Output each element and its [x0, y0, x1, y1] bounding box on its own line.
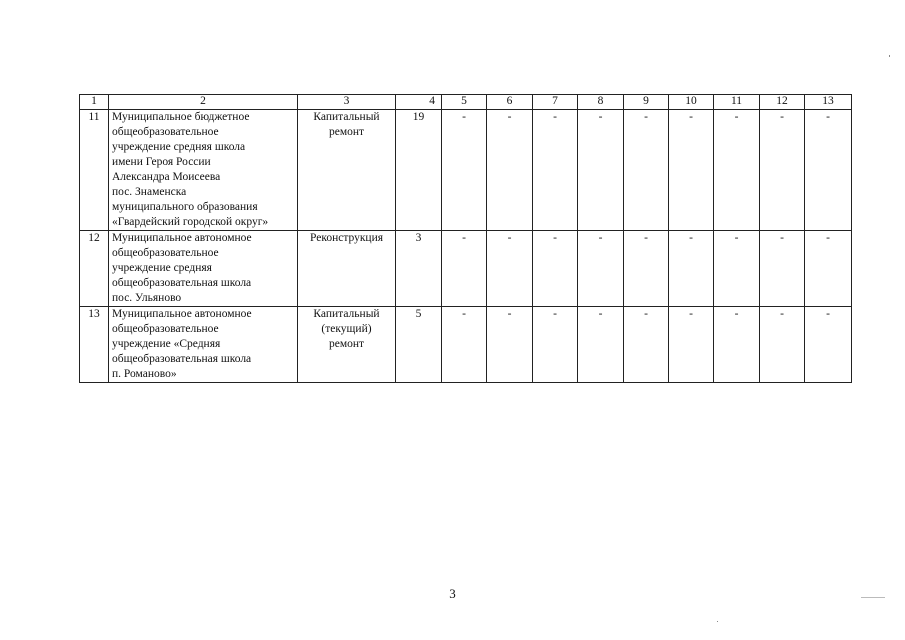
scan-speck: [889, 55, 890, 57]
header-cell-8: 8: [578, 95, 624, 110]
header-cell-1: 1: [80, 95, 109, 110]
work-type: Капитальный (текущий) ремонт: [298, 307, 396, 383]
institution-name: Муниципальное автономное общеобразовательное учреждение «Средняя общеобразовательная школа п. Романово»: [109, 307, 298, 383]
dash-cell: -: [714, 110, 760, 231]
dash-cell: -: [442, 307, 487, 383]
header-cell-13: 13: [805, 95, 852, 110]
value-cell: 19: [396, 110, 442, 231]
dash-cell: -: [760, 307, 805, 383]
scan-speck: [717, 621, 718, 622]
dash-cell: -: [760, 110, 805, 231]
row-number: 13: [80, 307, 109, 383]
dash-cell: -: [714, 307, 760, 383]
row-number: 12: [80, 231, 109, 307]
table-header-row: [80, 95, 852, 110]
header-cell-11: 11: [714, 95, 760, 110]
dash-cell: -: [442, 231, 487, 307]
dash-cell: -: [760, 231, 805, 307]
header-cell-4: 4: [396, 95, 442, 110]
dash-cell: -: [487, 231, 533, 307]
header-cell-10: 10: [669, 95, 714, 110]
dash-cell: -: [578, 307, 624, 383]
work-type: Реконструкция: [298, 231, 396, 307]
table-row: [80, 307, 852, 383]
header-cell-3: 3: [298, 95, 396, 110]
header-cell-7: 7: [533, 95, 578, 110]
dash-cell: -: [487, 307, 533, 383]
scan-speck: [861, 597, 885, 598]
header-cell-5: 5: [442, 95, 487, 110]
dash-cell: -: [669, 307, 714, 383]
dash-cell: -: [805, 307, 852, 383]
work-type: Капитальный ремонт: [298, 110, 396, 231]
value-cell: 3: [396, 231, 442, 307]
dash-cell: -: [669, 231, 714, 307]
header-cell-6: 6: [487, 95, 533, 110]
value-cell: 5: [396, 307, 442, 383]
dash-cell: -: [624, 307, 669, 383]
page-number: 3: [449, 586, 456, 601]
dash-cell: -: [442, 110, 487, 231]
dash-cell: -: [533, 110, 578, 231]
header-cell-12: 12: [760, 95, 805, 110]
dash-cell: -: [533, 231, 578, 307]
table-row: [80, 231, 852, 307]
institution-name: Муниципальное автономное общеобразовательное учреждение средняя общеобразовательная школа пос. Ульяново: [109, 231, 298, 307]
dash-cell: -: [578, 231, 624, 307]
dash-cell: -: [805, 110, 852, 231]
dash-cell: -: [669, 110, 714, 231]
row-number: 11: [80, 110, 109, 231]
capital-repair-table: [79, 94, 852, 383]
dash-cell: -: [805, 231, 852, 307]
dash-cell: -: [487, 110, 533, 231]
table-row: [80, 110, 852, 231]
dash-cell: -: [533, 307, 578, 383]
header-cell-9: 9: [624, 95, 669, 110]
dash-cell: -: [624, 231, 669, 307]
dash-cell: -: [624, 110, 669, 231]
dash-cell: -: [714, 231, 760, 307]
institution-name: Муниципальное бюджетное общеобразовательное учреждение средняя школа имени Героя России Александра Моисеева пос. Знаменска муниципального образования «Гвардейский городской округ»: [109, 110, 298, 231]
header-cell-2: 2: [109, 95, 298, 110]
dash-cell: -: [578, 110, 624, 231]
